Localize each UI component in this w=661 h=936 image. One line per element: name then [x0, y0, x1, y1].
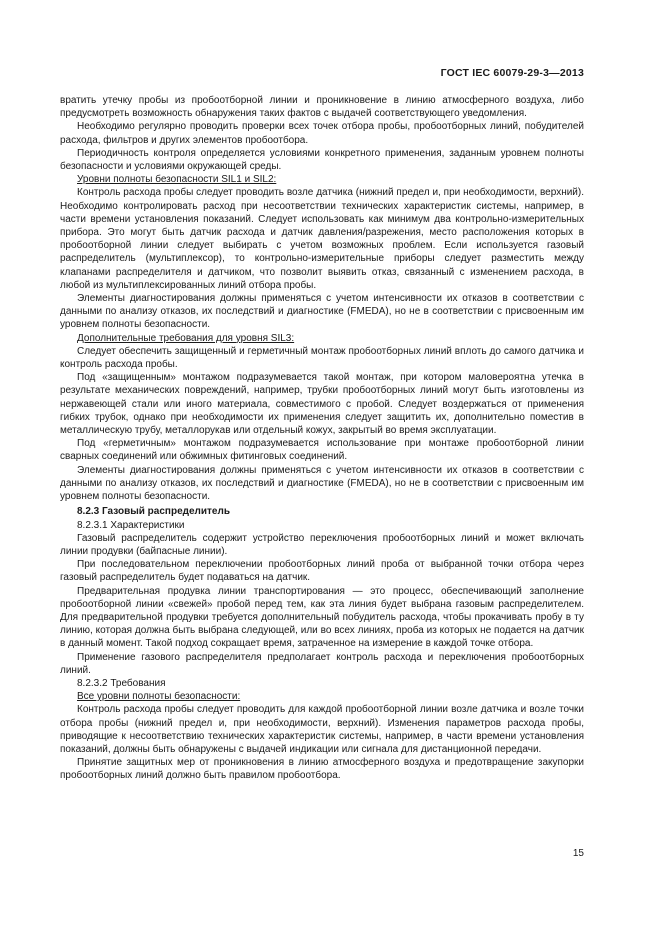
paragraph: Принятие защитных мер от проникновения в линию атмосферного воздуха и предотвращение закупорки пробоотборных линий должно быть правилом пробоотбора.	[60, 757, 584, 782]
document-header: ГОСТ IEC 60079-29-3—2013	[440, 67, 584, 79]
paragraph: Необходимо регулярно проводить проверки всех точек отбора пробы, пробоотборных линий, побудителей расхода, фильтров и других элементов пробоотбора.	[60, 121, 584, 146]
subheading-all-sil	[60, 690, 584, 703]
paragraph: вратить утечку пробы из пробоотборной линии и проникновение в линию атмосферного воздуха, либо предусмотреть возможность обнаружения таких фактов с выдачей соответствующего уведомления.	[60, 95, 584, 120]
underlined-heading-text: Все уровни полноты безопасности:	[77, 691, 241, 703]
paragraph: Предварительная продувка линии транспортирования — это процесс, обеспечивающий заполнение пробоотборной линии «свежей» пробой перед тем, как эта линия будет выбрана газовым распределителем. Для предварительной продувки требуется дополнительный побудитель расхода, чтобы прокачивать пробу в ту линию, которая должна быть выбрана следующей, или во всех линиях, проба из которых не подается на датчик в данный момент. Такой подход сокращает время, затраченное на измерение в каждой точке отбора.	[60, 585, 584, 650]
page-body	[60, 94, 584, 783]
subheading-sil3	[60, 332, 584, 345]
paragraph: Под «герметичным» монтажом подразумевается использование при монтаже пробоотборной линии сварных соединений или обжимных фитинговых соединений.	[60, 438, 584, 463]
subheading-sil1-sil2	[60, 173, 584, 186]
paragraph: Под «защищенным» монтажом подразумевается такой монтаж, при котором маловероятна утечка в результате механических повреждений, например, трубки пробоотборных линий могут быть изготовлены из нержавеющей стали или иного материала, совместимого с пробой. Следует воздержаться от применения гибких трубок, однако при необходимости их применения следует защитить их, дополнительно поместив в металлическую трубу, металлорукав или отдельный кожух, закрытый во время эксплуатации.	[60, 372, 584, 437]
paragraph: Элементы диагностирования должны применяться с учетом интенсивности их отказов в соответствии с данными по анализу отказов, их последствий и диагностике (FMEDA), но не в соответствии с присвоенным им уровнем полноты безопасности.	[60, 293, 584, 331]
paragraph: Газовый распределитель содержит устройство переключения пробоотборных линий и может включать линии продувки (байпасные линии).	[60, 532, 584, 557]
paragraph: Следует обеспечить защищенный и герметичный монтаж пробоотборных линий вплоть до самого датчика и контроль расхода пробы.	[60, 345, 584, 371]
subsection-heading-8-2-3-2: 8.2.3.2 Требования	[77, 677, 166, 689]
paragraph: Применение газового распределителя предполагает контроль расхода и переключения пробоотборных линий.	[60, 651, 584, 676]
section-heading-8-2-3: 8.2.3 Газовый распределитель	[77, 506, 230, 518]
underlined-heading-text: Дополнительные требования для уровня SIL3:	[77, 332, 295, 344]
underlined-heading-text: Уровни полноты безопасности SIL1 и SIL2:	[77, 174, 277, 186]
subsection-heading-8-2-3-1: 8.2.3.1 Характеристики	[77, 519, 185, 531]
paragraph: Периодичность контроля определяется условиями конкретного применения, заданным уровнем полноты безопасности и условиями окружающей среды.	[60, 147, 584, 173]
page-number: 15	[572, 848, 584, 859]
paragraph: Контроль расхода пробы следует проводить возле датчика (нижний предел и, при необходимости, верхний). Необходимо контролировать расход при несоответствии технических характеристик системы, например, в части времени установления показаний. Следует использовать как минимум два контрольно-измерительных прибора. Это могут быть датчик расхода и датчик давления/разрежения, место расположения которых в пробоотборной линии следует выбирать с учетом возможных проблем. Если используется газовый распределитель (мультиплексор), то контрольно-измерительные приборы следует разместить между клапанами распределителя и датчиком, что позволит выявить отказ, связанный с изменением расхода, в любой из мультиплексированных линий отбора пробы.	[60, 187, 584, 291]
paragraph: При последовательном переключении пробоотборных линий проба от выбранной точки отбора через газовый распределитель будет подаваться на датчик.	[60, 559, 584, 584]
paragraph: Контроль расхода пробы следует проводить для каждой пробоотборной линии возле датчика и возле точки отбора пробы (нижний предел и, при необходимости, верхний). Изменения параметров расхода пробы, приводящие к несоответствию технических характеристик системы, например, в части времени установления показаний, должны быть обнаружены с выдачей индикации или сигнала для дистанционной передачи.	[60, 704, 584, 755]
paragraph: Элементы диагностирования должны применяться с учетом интенсивности их отказов в соответствии с данными по анализу отказов, их последствий и диагностике (FMEDA), но не в соответствии с присвоенным им уровнем полноты безопасности.	[60, 464, 584, 503]
